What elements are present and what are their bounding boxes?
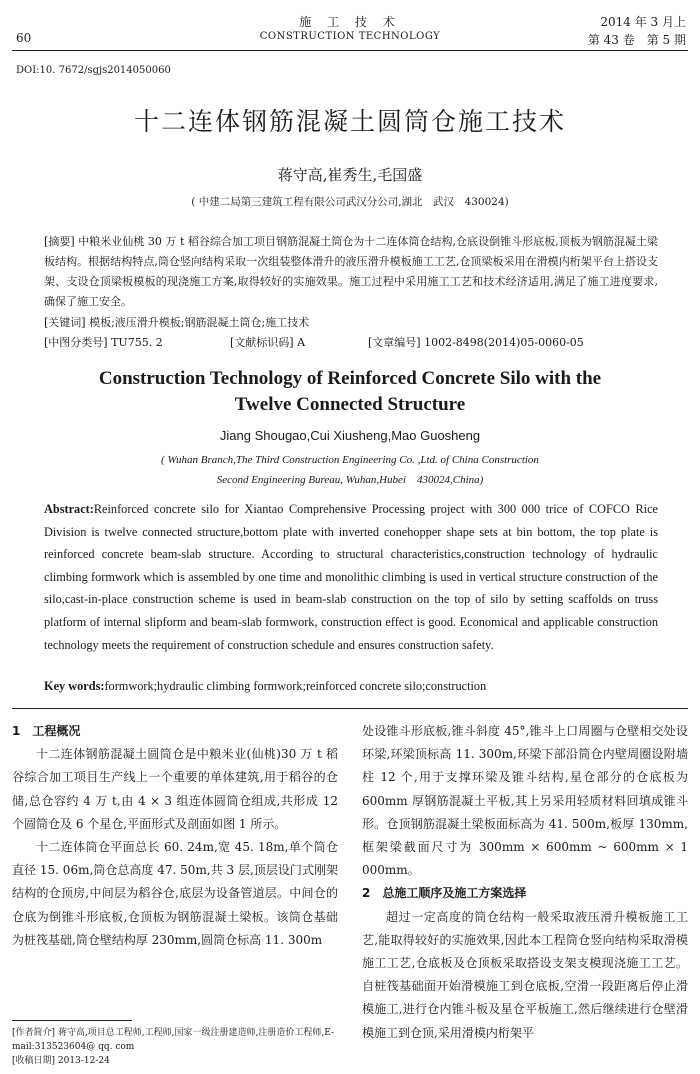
page-number: 60 <box>16 31 32 45</box>
doi[interactable]: DOI:10. 7672/sgjs2014050060 <box>16 65 171 76</box>
abstract-en-label: Abstract: <box>44 502 94 516</box>
abstract-cn-text: 中粮米业仙桃 30 万 t 稻谷综合加工项目钢筋混凝土筒仓为十二连体筒仓结构,仓底设倒锥斗形底板,顶板为钢筋混凝土梁板结构。根据结构特点,筒仓竖向结构采取一次组装整体滑升的液压滑升模板施工工艺,仓顶梁板采用在滑模内桁架平台上搭设支架、支设仓顶梁板模板的现浇施工方案,取得较好的实施效果。施工过程中采用施工工艺和技术经济适用,满足了施工进度要求,确保了施工安全。 <box>44 235 658 308</box>
journal-title-cn: 施 工 技 术 <box>299 15 401 29</box>
section-1-heading: 1 工程概况 <box>12 724 81 738</box>
footnote-author <box>12 1026 338 1054</box>
keywords-en <box>44 679 658 694</box>
footnote-date-text: 2013-12-24 <box>57 1056 110 1066</box>
affiliation-en-line1: ( Wuhan Branch,The Third Construction Engineering Co. ,Ltd. of China Construction <box>161 454 539 466</box>
article-label: [文章编号] <box>368 336 421 349</box>
footnote-author-text: 蒋守高,项目总工程师,工程师,国家一级注册建造师,注册造价工程师,E-mail:313523604@ qq. com <box>12 1028 334 1052</box>
clc-number <box>44 334 163 350</box>
keywords-en-label: Key words: <box>44 679 105 693</box>
authors-en: Jiang Shougao,Cui Xiusheng,Mao Guosheng <box>219 428 481 443</box>
section-1-paragraph-2-cont: 处设锥斗形底板,锥斗斜度 45°,锥斗上口周圈与仓壁相交处设环梁,环梁顶标高 11. 300m,环梁下部沿筒仓内壁周圈设附墙柱 12 个,用于支撑环梁及锥斗结构,星仓部分的仓底板为 600mm 厚钢筋混凝土平板,其上另采用轻质材料回填成锥斗形。仓顶钢筋混凝土梁板面标高为 41. 500m,板厚 130mm,框架梁截面尺寸为 300mm × 600mm ~ 600mm × 1 000mm。 <box>362 724 688 878</box>
section-2-paragraph-1: 超过一定高度的筒仓结构一般采取液压滑升模板施工工艺,能取得较好的实施效果,因此本工程筒仓竖向结构采取滑模施工工艺,仓底板及仓顶板采取搭设支架支模现浇施工工艺。自桩筏基础面开始滑模施工到仓底板,空滑一段距离后停止滑模施工,进行仓内锥斗板及星仓平板施工,然后继续进行仓壁滑模施工到仓顶,采用滑模内桁架平 <box>362 909 688 1040</box>
journal-title-en: CONSTRUCTION TECHNOLOGY <box>259 31 441 42</box>
section-rule <box>12 708 688 709</box>
doc-label: [文献标识码] <box>230 336 294 349</box>
header-rule <box>12 50 688 51</box>
authors-cn: 蒋守高,崔秀生,毛国盛 <box>277 166 423 184</box>
title-en-line1: Construction Technology of Reinforced Concrete Silo with the <box>98 368 602 389</box>
volume-issue: 第 43 卷 第 5 期 <box>587 33 686 47</box>
section-1-paragraph-2: 十二连体筒仓平面总长 60. 24m,宽 45. 18m,单个筒仓直径 15. 06m,筒仓总高度 47. 50m,共 3 层,顶层设门式刚架结构的仓顶房,中间层为稻谷仓,底层为设备管道层。中间仓的仓底为倒锥斗形底板,仓顶板为钢筋混凝土梁板。该筒仓基础为桩筏基础,筒仓壁结构厚 230mm,圆筒仓标高 11. 300m <box>12 840 338 947</box>
article-value: 1002-8498(2014)05-0060-05 <box>424 336 584 349</box>
footnote-received <box>12 1054 338 1068</box>
affiliation-en-line2: Second Engineering Bureau, Wuhan,Hubei 430024,China) <box>216 474 484 486</box>
abstract-cn <box>44 232 658 312</box>
issue-date: 2014 年 3 月上 <box>600 15 686 29</box>
footnote-rule <box>12 1020 132 1021</box>
footnote-author-label: [作者简介] <box>12 1028 56 1038</box>
article-number <box>368 334 584 350</box>
section-1-paragraph-1: 十二连体钢筋混凝土圆筒仓是中粮米业(仙桃)30 万 t 稻谷综合加工项目生产线上一个重要的单体建筑,用于稻谷的仓储,总仓容约 4 万 t,由 4 × 3 组连体圆筒仓组成,共形成 12 个圆筒仓及 6 个星仓,平面形式及剖面如图 1 所示。 <box>12 747 338 831</box>
body-column-left <box>12 720 338 952</box>
clc-value: TU755. 2 <box>111 336 163 349</box>
footnote-date-label: [收稿日期] <box>12 1056 56 1066</box>
section-2-heading: 2 总施工顺序及施工方案选择 <box>362 886 527 901</box>
clc-label: [中图分类号] <box>44 336 108 349</box>
affiliation-cn: ( 中建二局第三建筑工程有限公司武汉分公司,湖北 武汉 430024) <box>191 196 509 208</box>
document-code <box>230 334 305 350</box>
title-en-line2: Twelve Connected Structure <box>234 394 466 415</box>
title-cn: 十二连体钢筋混凝土圆筒仓施工技术 <box>133 107 566 136</box>
doc-value: A <box>297 336 306 349</box>
abstract-cn-label: [摘要] <box>44 235 75 248</box>
affiliation-en <box>0 450 700 490</box>
footnote <box>12 1026 338 1068</box>
keywords-cn-text: 模板;液压滑升模板;钢筋混凝土筒仓;施工技术 <box>89 316 310 329</box>
title-en <box>0 366 700 418</box>
keywords-cn <box>44 314 658 330</box>
keywords-cn-label: [关键词] <box>44 316 86 329</box>
keywords-en-text: formwork;hydraulic climbing formwork;reinforced concrete silo;construction <box>104 679 487 693</box>
abstract-en <box>44 498 658 656</box>
abstract-en-text: Reinforced concrete silo for Xiantao Comprehensive Processing project with 300 000 trice of COFCO Rice Division is twelve connected structure,bottom plate with inverted conehopper shape sets at bin bottom, the top plate is reinforced concrete beam-slab structure. According to structural characteristics,construction technology of hydraulic climbing formwork which is assembled by one time and monolithic climbing is used in vertical structure construction of the silo,cast-in-place construction scheme is used in beam-slab construction on the top of silo by setting scaffolds on truss platform of internal slipform and beam-slab formwork, construction effect is good. Economical and applicable construction technology meets the requirement of construction schedule and ensures construction safety. <box>44 502 658 652</box>
body-column-right <box>362 720 688 1045</box>
